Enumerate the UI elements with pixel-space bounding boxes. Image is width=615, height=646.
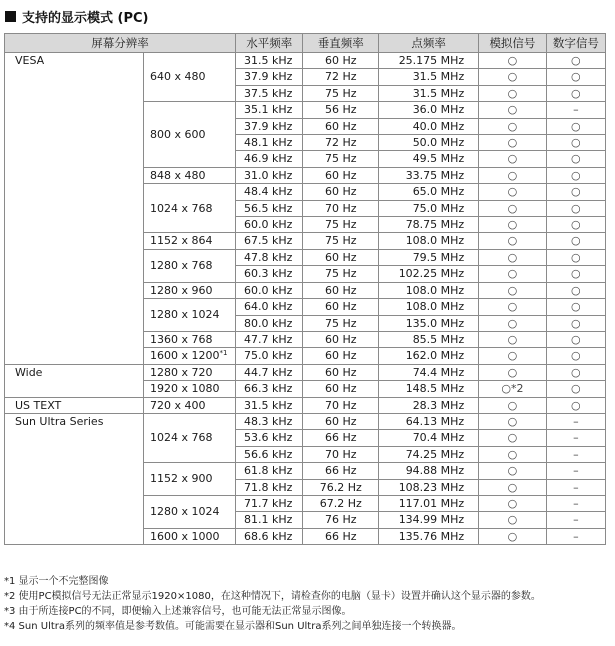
resolution-cell xyxy=(144,413,236,462)
vfreq-cell: 70 Hz xyxy=(303,397,379,413)
analog-cell: ○ xyxy=(479,233,546,249)
vfreq-cell: 60 Hz xyxy=(303,167,379,183)
hfreq-cell: 80.0 kHz xyxy=(235,315,302,331)
hfreq-cell: 48.4 kHz xyxy=(235,184,302,200)
digital-cell: – xyxy=(546,512,605,528)
dotclock-cell: 40.0 MHz xyxy=(379,118,479,134)
analog-cell: ○ xyxy=(479,331,546,347)
header-digital: 数字信号 xyxy=(546,34,605,53)
header-resolution: 屏幕分辨率 xyxy=(5,34,236,53)
analog-cell: ○ xyxy=(479,315,546,331)
hfreq-cell: 44.7 kHz xyxy=(235,364,302,380)
hfreq-cell: 71.7 kHz xyxy=(235,495,302,511)
digital-cell: – xyxy=(546,528,605,544)
hfreq-cell: 37.5 kHz xyxy=(235,85,302,101)
digital-cell: ○ xyxy=(546,331,605,347)
hfreq-cell: 37.9 kHz xyxy=(235,69,302,85)
analog-cell: ○ xyxy=(479,151,546,167)
digital-cell: ○ xyxy=(546,364,605,380)
analog-cell: ○ xyxy=(479,446,546,462)
footnote-3: *3 由于所连接PC的不同，即便输入上述兼容信号，也可能无法正常显示图像。 xyxy=(4,606,352,617)
digital-cell: ○ xyxy=(546,233,605,249)
resolution-text: 1600 x 1000 xyxy=(150,529,220,543)
dotclock-cell: 28.3 MHz xyxy=(379,397,479,413)
dotclock-cell: 108.0 MHz xyxy=(379,233,479,249)
resolution-text: 1280 x 720 xyxy=(150,365,213,379)
analog-cell: ○ xyxy=(479,430,546,446)
resolution-text: 1280 x 960 xyxy=(150,283,213,297)
dotclock-cell: 64.13 MHz xyxy=(379,413,479,429)
dotclock-cell: 102.25 MHz xyxy=(379,266,479,282)
digital-cell: ○ xyxy=(546,167,605,183)
hfreq-cell: 56.5 kHz xyxy=(235,200,302,216)
resolution-cell xyxy=(144,184,236,233)
header-vfreq: 垂直频率 xyxy=(303,34,379,53)
digital-cell: ○ xyxy=(546,118,605,134)
digital-cell: – xyxy=(546,479,605,495)
vfreq-cell: 76.2 Hz xyxy=(303,479,379,495)
vfreq-cell: 60 Hz xyxy=(303,413,379,429)
vfreq-cell: 72 Hz xyxy=(303,69,379,85)
resolution-cell xyxy=(144,528,236,544)
table-header-row xyxy=(5,34,606,53)
digital-cell: ○ xyxy=(546,397,605,413)
analog-cell: ○ xyxy=(479,495,546,511)
digital-cell: ○ xyxy=(546,217,605,233)
analog-cell: ○ xyxy=(479,217,546,233)
digital-cell: ○ xyxy=(546,85,605,101)
resolution-cell xyxy=(144,348,236,364)
vfreq-cell: 66 Hz xyxy=(303,463,379,479)
vfreq-cell: 66 Hz xyxy=(303,430,379,446)
dotclock-cell: 78.75 MHz xyxy=(379,217,479,233)
resolution-text: 1920 x 1080 xyxy=(150,382,220,396)
hfreq-cell: 61.8 kHz xyxy=(235,463,302,479)
resolution-cell xyxy=(144,102,236,168)
digital-cell: – xyxy=(546,413,605,429)
hfreq-cell: 60.3 kHz xyxy=(235,266,302,282)
vfreq-cell: 72 Hz xyxy=(303,135,379,151)
analog-cell: ○ xyxy=(479,135,546,151)
category-cell: Wide xyxy=(5,364,144,397)
header-dotclock: 点频率 xyxy=(379,34,479,53)
digital-cell: ○ xyxy=(546,151,605,167)
resolution-cell xyxy=(144,249,236,282)
vfreq-cell: 75 Hz xyxy=(303,151,379,167)
resolution-text: 848 x 480 xyxy=(150,168,206,182)
resolution-cell xyxy=(144,331,236,347)
dotclock-cell: 85.5 MHz xyxy=(379,331,479,347)
hfreq-cell: 56.6 kHz xyxy=(235,446,302,462)
resolution-text: 640 x 480 xyxy=(150,70,206,84)
digital-cell: ○ xyxy=(546,266,605,282)
hfreq-cell: 68.6 kHz xyxy=(235,528,302,544)
vfreq-cell: 60 Hz xyxy=(303,381,379,397)
vfreq-cell: 60 Hz xyxy=(303,249,379,265)
vfreq-cell: 76 Hz xyxy=(303,512,379,528)
analog-cell: ○ xyxy=(479,512,546,528)
analog-cell: ○ xyxy=(479,69,546,85)
resolution-cell xyxy=(144,299,236,332)
hfreq-cell: 60.0 kHz xyxy=(235,282,302,298)
category-cell: US TEXT xyxy=(5,397,144,413)
digital-cell: ○ xyxy=(546,315,605,331)
vfreq-cell: 67.2 Hz xyxy=(303,495,379,511)
table-row xyxy=(5,364,606,380)
vfreq-cell: 75 Hz xyxy=(303,233,379,249)
dotclock-cell: 134.99 MHz xyxy=(379,512,479,528)
hfreq-cell: 60.0 kHz xyxy=(235,217,302,233)
category-cell: Sun Ultra Series xyxy=(5,413,144,544)
resolution-text: 1280 x 768 xyxy=(150,259,213,273)
vfreq-cell: 75 Hz xyxy=(303,315,379,331)
resolution-text: 1152 x 864 xyxy=(150,234,213,248)
hfreq-cell: 47.7 kHz xyxy=(235,331,302,347)
resolution-cell xyxy=(144,233,236,249)
digital-cell: ○ xyxy=(546,69,605,85)
analog-cell: ○ xyxy=(479,266,546,282)
digital-cell: ○ xyxy=(546,381,605,397)
resolution-cell xyxy=(144,463,236,496)
dotclock-cell: 108.0 MHz xyxy=(379,299,479,315)
dotclock-cell: 162.0 MHz xyxy=(379,348,479,364)
dotclock-cell: 135.76 MHz xyxy=(379,528,479,544)
resolution-text: 1360 x 768 xyxy=(150,332,213,346)
dotclock-cell: 79.5 MHz xyxy=(379,249,479,265)
vfreq-cell: 60 Hz xyxy=(303,53,379,69)
analog-cell: ○ xyxy=(479,85,546,101)
analog-cell: ○ xyxy=(479,413,546,429)
footnote-1: *1 显示一个不完整图像 xyxy=(4,576,109,587)
analog-cell: ○*2 xyxy=(479,381,546,397)
dotclock-cell: 135.0 MHz xyxy=(379,315,479,331)
dotclock-cell: 75.0 MHz xyxy=(379,200,479,216)
page-title: 支持的显示模式 (PC) xyxy=(22,10,149,26)
dotclock-cell: 148.5 MHz xyxy=(379,381,479,397)
vfreq-cell: 66 Hz xyxy=(303,528,379,544)
analog-cell: ○ xyxy=(479,167,546,183)
digital-cell: ○ xyxy=(546,249,605,265)
hfreq-cell: 47.8 kHz xyxy=(235,249,302,265)
analog-cell: ○ xyxy=(479,348,546,364)
hfreq-cell: 31.5 kHz xyxy=(235,53,302,69)
digital-cell: ○ xyxy=(546,53,605,69)
hfreq-cell: 75.0 kHz xyxy=(235,348,302,364)
hfreq-cell: 53.6 kHz xyxy=(235,430,302,446)
table-row xyxy=(5,397,606,413)
hfreq-cell: 46.9 kHz xyxy=(235,151,302,167)
footnote-2: *2 使用PC模拟信号无法正常显示1920×1080，在这种情况下，请检查你的电脑（显卡）设置并确认这个显示器的参数。 xyxy=(4,591,541,602)
digital-cell: ○ xyxy=(546,200,605,216)
hfreq-cell: 71.8 kHz xyxy=(235,479,302,495)
analog-cell: ○ xyxy=(479,299,546,315)
hfreq-cell: 31.0 kHz xyxy=(235,167,302,183)
digital-cell: ○ xyxy=(546,184,605,200)
digital-cell: – xyxy=(546,495,605,511)
vfreq-cell: 60 Hz xyxy=(303,118,379,134)
resolution-text: 800 x 600 xyxy=(150,127,206,141)
dotclock-cell: 49.5 MHz xyxy=(379,151,479,167)
hfreq-cell: 66.3 kHz xyxy=(235,381,302,397)
vfreq-cell: 60 Hz xyxy=(303,299,379,315)
resolution-text: 1600 x 1200 xyxy=(150,349,220,363)
resolution-text: 1152 x 900 xyxy=(150,472,213,486)
dotclock-cell: 70.4 MHz xyxy=(379,430,479,446)
vfreq-cell: 75 Hz xyxy=(303,266,379,282)
square-bullet-icon xyxy=(5,11,16,22)
analog-cell: ○ xyxy=(479,528,546,544)
analog-cell: ○ xyxy=(479,364,546,380)
dotclock-cell: 108.0 MHz xyxy=(379,282,479,298)
digital-cell: ○ xyxy=(546,348,605,364)
dotclock-cell: 74.25 MHz xyxy=(379,446,479,462)
footnotes xyxy=(4,574,610,634)
resolution-cell xyxy=(144,167,236,183)
digital-cell: – xyxy=(546,463,605,479)
hfreq-cell: 37.9 kHz xyxy=(235,118,302,134)
vfreq-cell: 60 Hz xyxy=(303,184,379,200)
dotclock-cell: 94.88 MHz xyxy=(379,463,479,479)
footnote-4: *4 Sun Ultra系列的频率值是参考数值。可能需要在显示器和Sun Ultra系列之间单独连接一个转换器。 xyxy=(4,621,462,632)
vfreq-cell: 70 Hz xyxy=(303,200,379,216)
vfreq-cell: 70 Hz xyxy=(303,446,379,462)
display-modes-table xyxy=(4,33,606,545)
hfreq-cell: 48.3 kHz xyxy=(235,413,302,429)
resolution-text: 720 x 400 xyxy=(150,398,206,412)
resolution-cell xyxy=(144,397,236,413)
hfreq-cell: 67.5 kHz xyxy=(235,233,302,249)
digital-cell: – xyxy=(546,102,605,118)
resolution-cell xyxy=(144,495,236,528)
resolution-text: 1024 x 768 xyxy=(150,201,213,215)
analog-cell: ○ xyxy=(479,463,546,479)
vfreq-cell: 75 Hz xyxy=(303,217,379,233)
digital-cell: ○ xyxy=(546,299,605,315)
footnote-ref: *1 xyxy=(219,349,228,358)
resolution-text: 1280 x 1024 xyxy=(150,308,220,322)
vfreq-cell: 60 Hz xyxy=(303,364,379,380)
hfreq-cell: 81.1 kHz xyxy=(235,512,302,528)
vfreq-cell: 75 Hz xyxy=(303,85,379,101)
dotclock-cell: 31.5 MHz xyxy=(379,69,479,85)
dotclock-cell: 65.0 MHz xyxy=(379,184,479,200)
vfreq-cell: 60 Hz xyxy=(303,282,379,298)
analog-cell: ○ xyxy=(479,184,546,200)
digital-cell: – xyxy=(546,446,605,462)
vfreq-cell: 60 Hz xyxy=(303,348,379,364)
dotclock-cell: 33.75 MHz xyxy=(379,167,479,183)
dotclock-cell: 117.01 MHz xyxy=(379,495,479,511)
resolution-cell xyxy=(144,381,236,397)
hfreq-cell: 48.1 kHz xyxy=(235,135,302,151)
digital-cell: – xyxy=(546,430,605,446)
analog-cell: ○ xyxy=(479,118,546,134)
digital-cell: ○ xyxy=(546,135,605,151)
analog-cell: ○ xyxy=(479,249,546,265)
analog-cell: ○ xyxy=(479,102,546,118)
resolution-text: 1280 x 1024 xyxy=(150,505,220,519)
dotclock-cell: 108.23 MHz xyxy=(379,479,479,495)
dotclock-cell: 50.0 MHz xyxy=(379,135,479,151)
analog-cell: ○ xyxy=(479,200,546,216)
header-analog: 模拟信号 xyxy=(479,34,546,53)
header-hfreq: 水平频率 xyxy=(235,34,302,53)
resolution-cell xyxy=(144,364,236,380)
analog-cell: ○ xyxy=(479,479,546,495)
vfreq-cell: 56 Hz xyxy=(303,102,379,118)
digital-cell: ○ xyxy=(546,282,605,298)
vfreq-cell: 60 Hz xyxy=(303,331,379,347)
category-cell: VESA xyxy=(5,53,144,365)
analog-cell: ○ xyxy=(479,282,546,298)
dotclock-cell: 31.5 MHz xyxy=(379,85,479,101)
resolution-cell xyxy=(144,282,236,298)
hfreq-cell: 35.1 kHz xyxy=(235,102,302,118)
dotclock-cell: 25.175 MHz xyxy=(379,53,479,69)
table-row xyxy=(5,413,606,429)
hfreq-cell: 31.5 kHz xyxy=(235,397,302,413)
section-title xyxy=(5,6,148,26)
analog-cell: ○ xyxy=(479,53,546,69)
dotclock-cell: 74.4 MHz xyxy=(379,364,479,380)
resolution-cell xyxy=(144,53,236,102)
table-row xyxy=(5,53,606,69)
analog-cell: ○ xyxy=(479,397,546,413)
dotclock-cell: 36.0 MHz xyxy=(379,102,479,118)
hfreq-cell: 64.0 kHz xyxy=(235,299,302,315)
resolution-text: 1024 x 768 xyxy=(150,431,213,445)
